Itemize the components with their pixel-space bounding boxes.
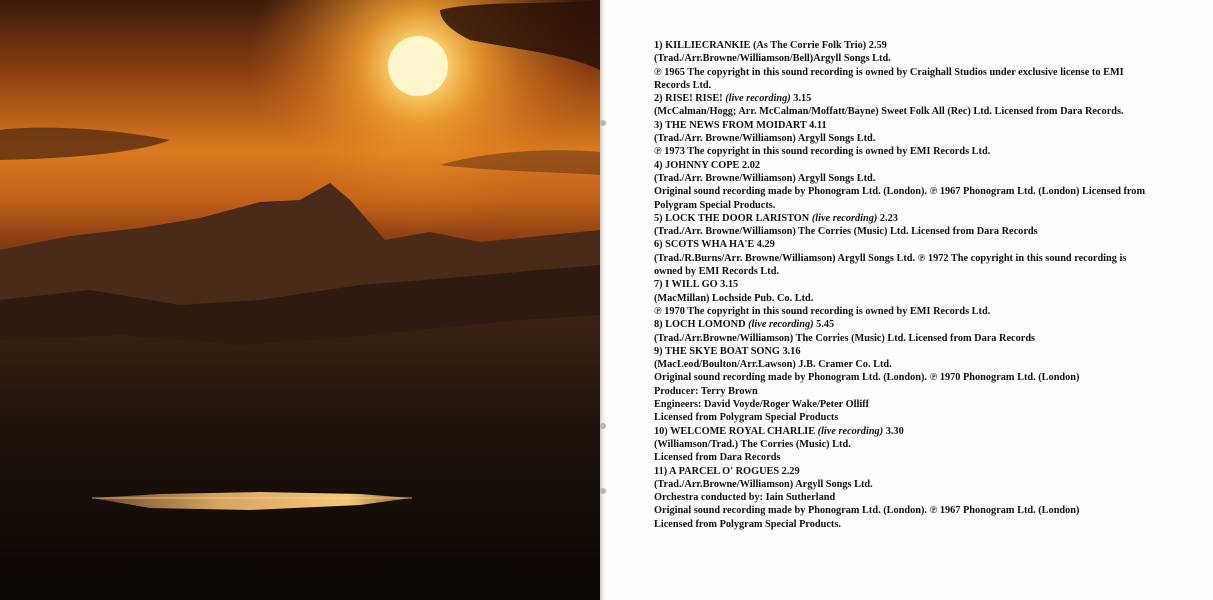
sunset-illustration (0, 0, 600, 600)
sun-icon (388, 36, 448, 96)
track-credit-line: Licensed from Polygram Special Products (654, 412, 839, 424)
track-credit-line: ℗ 1970 The copyright in this sound recording is owned by EMI Records Ltd. (654, 305, 991, 317)
track-title-text: 8) LOCH LOMOND (654, 319, 749, 331)
track-credit-line: (Trad./Arr.Browne/Williamson/Bell)Argyll Songs Ltd. (654, 53, 891, 65)
track-listing-page (606, 0, 1213, 600)
track-credit-line: ℗ 1965 The copyright in this sound recording is owned by Craighall Studios under exclusive license to EMI Records Ltd. (654, 66, 1124, 91)
track-title (654, 92, 1154, 105)
track-title (654, 238, 1154, 251)
track-credit-line: Engineers: David Voyde/Roger Wake/Peter Olliff (654, 399, 870, 411)
near-hillside (0, 315, 600, 600)
track-title (654, 212, 1154, 225)
track-credit-line: Licensed from Polygram Special Products. (654, 518, 841, 530)
track-credit-line: Producer: Terry Brown (654, 385, 758, 397)
track-title-text: 7) I WILL GO 3.15 (654, 279, 739, 291)
track-credit-line: Original sound recording made by Phonogram Ltd. (London). ℗ 1967 Phonogram Ltd. (London) (654, 505, 1080, 517)
track-title-text: 4) JOHNNY COPE 2.02 (654, 159, 761, 171)
track-title (654, 345, 1154, 358)
track-credit-line: (McCalman/Hogg; Arr. McCalman/Moffatt/Bayne) Sweet Folk All (Rec) Ltd. Licensed from Dara Records. (654, 106, 1124, 118)
track-credit-line: (Trad./Arr. Browne/Williamson) Argyll Songs Ltd. (654, 133, 876, 145)
track-title-text: 11) A PARCEL O' ROGUES 2.29 (654, 465, 800, 477)
track-title (654, 39, 1154, 52)
track-title-text: 6) SCOTS WHA HA'E 4.29 (654, 239, 775, 251)
track-title-text: 9) THE SKYE BOAT SONG 3.16 (654, 345, 801, 357)
track-title (654, 159, 1154, 172)
track-credit-line: Orchestra conducted by: Iain Sutherland (654, 492, 836, 504)
track-title (654, 425, 1154, 438)
track-credit-line: (Trad./Arr. Browne/Williamson) The Corries (Music) Ltd. Licensed from Dara Records (654, 226, 1038, 238)
track-credit-line: (Trad./R.Burns/Arr. Browne/Williamson) Argyll Songs Ltd. ℗ 1972 The copyright in this sound recording is owned by EMI Records Ltd. (654, 252, 1127, 278)
mountain-sunset-photo (0, 0, 600, 600)
track-credit-line: Licensed from Dara Records (654, 452, 781, 464)
track-title-text: 10) WELCOME ROYAL CHARLIE (654, 425, 818, 437)
track-duration: 5.45 (813, 319, 835, 331)
track-title (654, 318, 1154, 331)
live-recording-note: (live recording) (811, 212, 878, 224)
track-credit-line: (Williamson/Trad.) The Corries (Music) Ltd. (654, 438, 851, 450)
live-recording-note: (live recording) (725, 93, 791, 105)
track-credit-line: (MacLeod/Boulton/Arr.Lawson) J.B. Cramer Co. Ltd. (654, 359, 892, 371)
track-duration: 2.23 (877, 212, 898, 224)
track-title-text: 5) LOCK THE DOOR LARISTON (654, 212, 812, 224)
track-credit-line: Original sound recording made by Phonogram Ltd. (London). ℗ 1967 Phonogram Ltd. (London) Licensed from Polygram Special Products. (654, 186, 1146, 211)
track-credit-line: (Trad./Arr. Browne/Williamson) Argyll Songs Ltd. (654, 172, 876, 184)
track-credit-line: (Trad./Arr.Browne/Williamson) The Corries (Music) Ltd. Licensed from Dara Records (654, 332, 1036, 344)
track-duration: 3.30 (883, 425, 904, 437)
track-credit-line: (MacMillan) Lochside Pub. Co. Ltd. (654, 292, 814, 304)
track-title-text: 1) KILLIECRANKIE (As The Corrie Folk Trio) 2.59 (654, 40, 887, 51)
track-duration: 3.15 (790, 93, 812, 105)
track-title (654, 278, 1154, 291)
track-title (654, 119, 1154, 132)
track-credit-line: Original sound recording made by Phonogram Ltd. (London). ℗ 1970 Phonogram Ltd. (London) (654, 372, 1080, 384)
track-title-text: 2) RISE! RISE! (654, 93, 726, 105)
track-title-text: 3) THE NEWS FROM MOIDART 4.11 (654, 119, 827, 131)
track-title (654, 465, 1154, 478)
live-recording-note: (live recording) (748, 319, 814, 331)
track-credit-line: (Trad./Arr.Browne/Williamson) Argyll Songs Ltd. (654, 478, 873, 490)
live-recording-note: (live recording) (817, 425, 884, 437)
track-list (654, 39, 1154, 531)
track-credit-line: ℗ 1973 The copyright in this sound recording is owned by EMI Records Ltd. (654, 146, 991, 158)
